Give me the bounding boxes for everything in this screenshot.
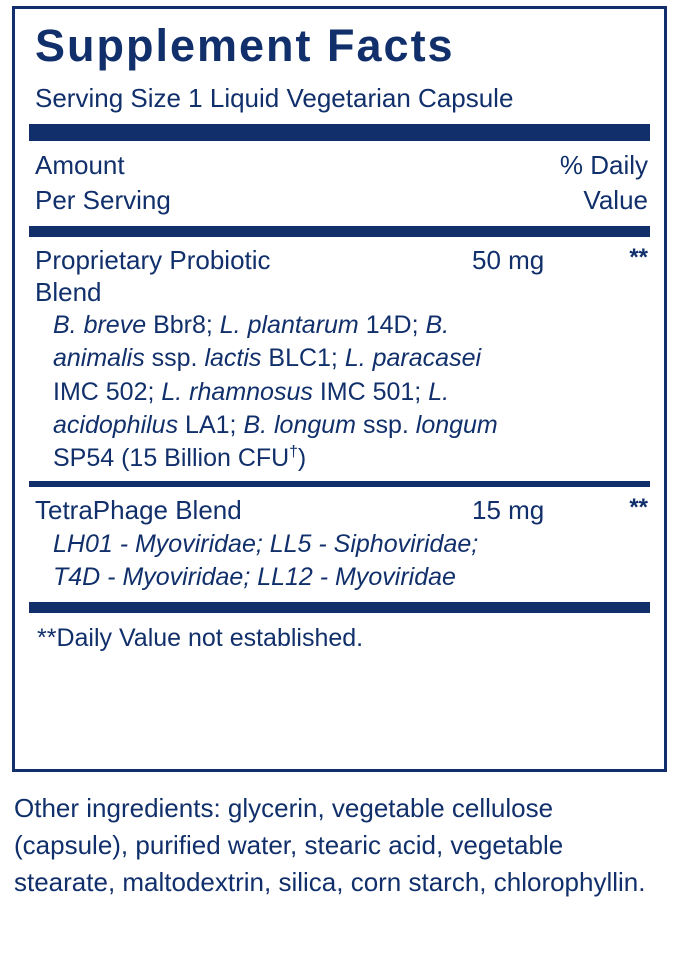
nutrient-name-probiotic-blend-line2: Blend (35, 276, 102, 307)
divider-between-rows (29, 481, 650, 487)
daily-value-header (560, 148, 648, 218)
dv-header-line2: Value (583, 184, 648, 215)
other-ingredients-text: Other ingredients: glycerin, vegetable cellulose (capsule), purified water, stearic acid, vegetable stearate, maltodextrin, silica, corn starch, chlorophyllin. (14, 793, 646, 897)
amount-header-line2: Per Serving (35, 184, 171, 215)
supplement-facts-panel (12, 6, 667, 772)
page-title: Supplement Facts (35, 20, 455, 71)
tetraphage-detail-line-1: LH01 - Myoviridae; LL5 - Siphoviridae; (53, 530, 479, 559)
serving-size-text: Serving Size 1 Liquid Vegetarian Capsule (35, 83, 514, 113)
probiotic-detail-line-2: animalis ssp. lactis BLC1; L. paracasei (53, 344, 482, 373)
nutrient-amount-probiotic-blend: 50 mg (472, 244, 545, 275)
divider-thick-top (29, 124, 650, 141)
nutrient-dv-probiotic-blend: ** (629, 243, 648, 271)
nutrient-amount-tetraphage-blend: 15 mg (472, 495, 545, 526)
probiotic-detail-line-3: IMC 502; L. rhamnosus IMC 501; L. (53, 377, 450, 406)
table-row (29, 245, 650, 277)
nutrient-name-probiotic-blend: Proprietary Probiotic (35, 244, 271, 275)
divider-below-headers (29, 226, 650, 237)
amount-header-line1: Amount (35, 149, 125, 180)
probiotic-detail-line-4: acidophilus LA1; B. longum ssp. longum (53, 410, 498, 439)
table-row (29, 495, 650, 527)
dv-header-line1: % Daily (559, 149, 648, 180)
column-headers (29, 148, 650, 218)
nutrient-name-tetraphage-blend: TetraPhage Blend (35, 495, 242, 526)
probiotic-detail-line-5: SP54 (15 Billion CFU†) (53, 443, 307, 473)
divider-above-footnote (29, 602, 650, 613)
daily-value-footnote: **Daily Value not established. (37, 623, 364, 652)
nutrient-dv-tetraphage-blend: ** (629, 494, 648, 522)
tetraphage-detail-line-2: T4D - Myoviridae; LL12 - Myoviridae (53, 563, 456, 592)
amount-per-serving-header (35, 148, 171, 218)
probiotic-detail-line-1: B. breve Bbr8; L. plantarum 14D; B. (53, 311, 450, 340)
